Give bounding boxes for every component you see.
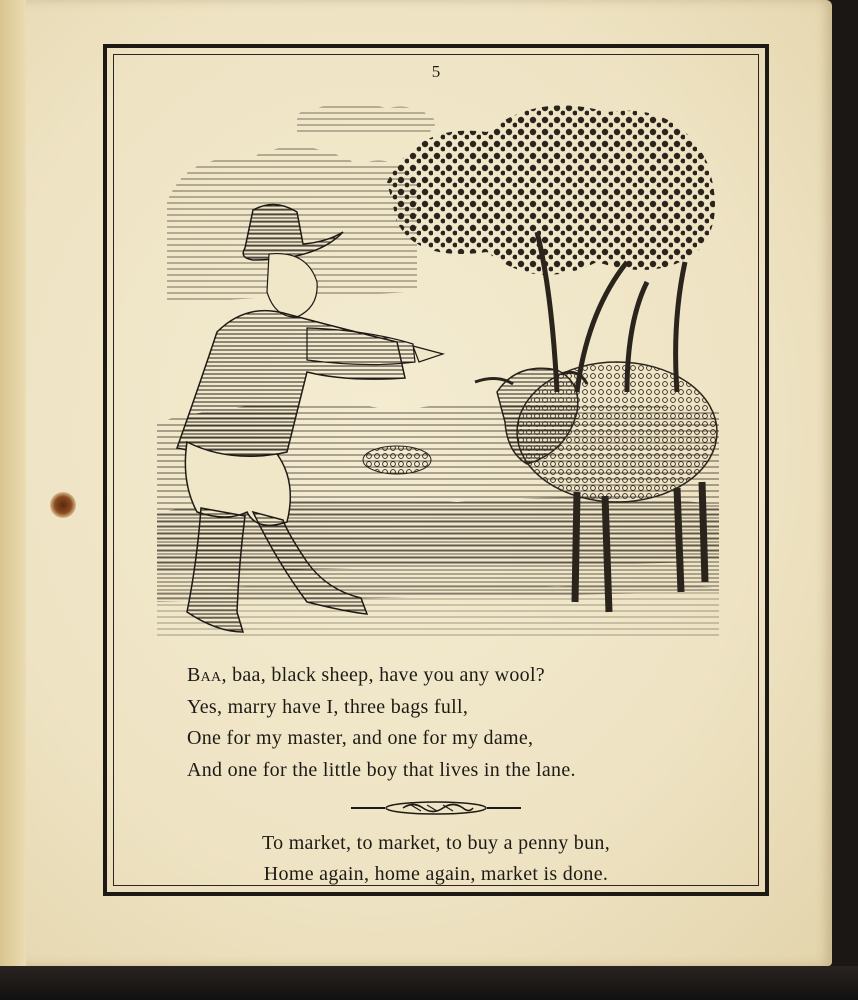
engraving-illustration xyxy=(157,92,719,640)
verse-line: To market, to market, to buy a penny bun, xyxy=(261,832,611,854)
verse-to-market xyxy=(107,828,765,890)
paper-stain xyxy=(50,492,76,518)
verse-line: One for my master, and one for my dame, xyxy=(187,727,534,749)
verse-line: Home again, home again, market is done. xyxy=(263,863,609,885)
verse-line: And one for the little boy that lives in the lane. xyxy=(187,758,576,781)
page-number: 5 xyxy=(431,62,441,81)
page-spine-edge xyxy=(0,0,26,966)
verses xyxy=(107,660,765,890)
verse-first-word: Baa, xyxy=(187,664,227,686)
verse-line: Yes, marry have I, three bags full, xyxy=(187,695,469,718)
background-edge xyxy=(0,966,858,1000)
page-border xyxy=(103,44,769,896)
verse-line: Baa, baa, black sheep, have you any wool? xyxy=(187,664,545,686)
verse-baa-baa-black-sheep xyxy=(187,660,765,786)
ornamental-rule-icon xyxy=(107,798,765,818)
